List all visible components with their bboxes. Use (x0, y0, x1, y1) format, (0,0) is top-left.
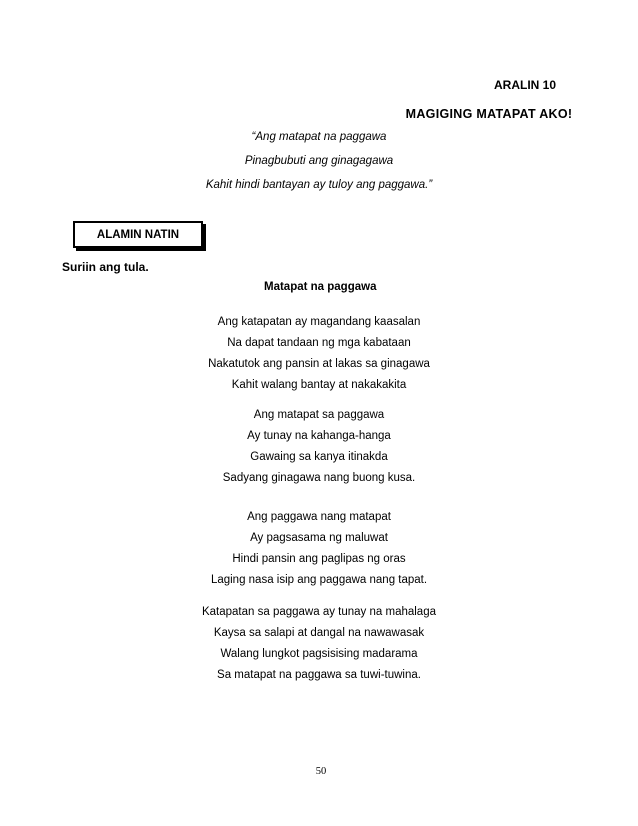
poem-line: Nakatutok ang pansin at lakas sa ginagawa (208, 358, 430, 370)
poem-line: Walang lungkot pagsisising madarama (220, 648, 418, 660)
section-heading-label: ALAMIN NATIN (96, 228, 180, 241)
section-heading-box (73, 221, 203, 248)
poem-line: Kahit walang bantay at nakakakita (231, 379, 407, 391)
poem-line: Ang paggawa nang matapat (247, 511, 391, 523)
poem-stanza (116, 312, 522, 396)
poem-line: Ang katapatan ay magandang kaasalan (217, 316, 421, 328)
poem-line: Laging nasa isip ang paggawa nang tapat. (210, 574, 428, 586)
poem-line: Ang matapat sa paggawa (253, 409, 385, 421)
poem-line: Hindi pansin ang paglipas ng oras (232, 553, 406, 565)
epigraph-line: Pinagbubuti ang ginagagawa (244, 155, 394, 167)
poem-line: Ay tunay na kahanga-hanga (247, 430, 391, 442)
poem-stanza (116, 602, 522, 686)
epigraph-line: Kahit hindi bantayan ay tuloy ang paggawa.” (205, 179, 433, 191)
lesson-title: MAGIGING MATAPAT AKO! (405, 107, 573, 121)
poem-line: Na dapat tandaan ng mga kabataan (227, 337, 411, 349)
instruction-text: Suriin ang tula. (62, 260, 149, 274)
page-number: 50 (315, 766, 327, 777)
lesson-number: ARALIN 10 (493, 78, 556, 92)
epigraph-line: “Ang matapat na paggawa (251, 131, 387, 143)
poem-line: Katapatan sa paggawa ay tunay na mahalaga (201, 606, 436, 618)
poem-line: Sa matapat na paggawa sa tuwi-tuwina. (217, 669, 421, 681)
poem-stanza (116, 405, 522, 489)
poem-line: Gawaing sa kanya itinakda (250, 451, 388, 463)
poem-line: Ay pagsasama ng maluwat (250, 532, 388, 544)
poem-stanza (116, 507, 522, 591)
poem-line: Kaysa sa salapi at dangal na nawawasak (213, 627, 425, 639)
poem-line: Sadyang ginagawa nang buong kusa. (222, 472, 416, 484)
